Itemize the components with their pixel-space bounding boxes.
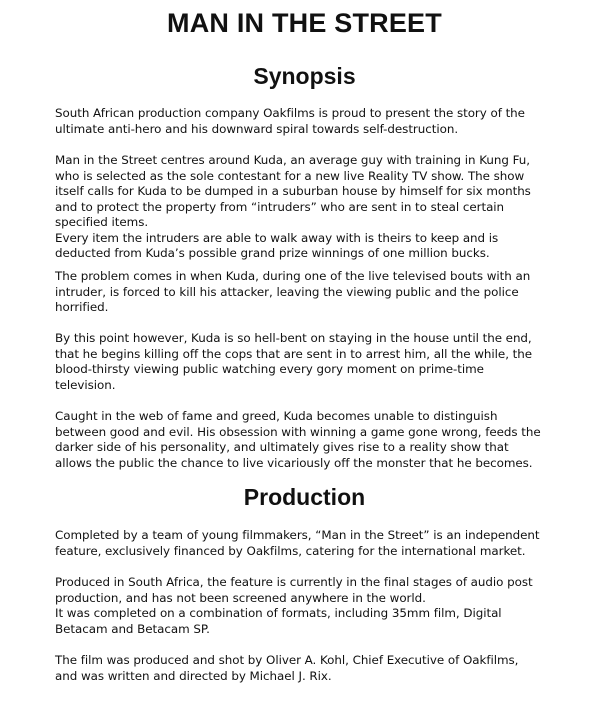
production-paragraph-2: Produced in South Africa, the feature is currently in the final stages of audio post production, and has not been screened anywhere in the world. It was completed on a combination of formats, including 35mm film, Digital Betacam and Betacam SP. xyxy=(55,575,533,636)
synopsis-heading: Synopsis xyxy=(253,63,356,89)
production-paragraph-1: Completed by a team of young filmmakers, “Man in the Street” is an independent feature, exclusively financed by Oakfilms, catering for the international market. xyxy=(55,528,540,558)
synopsis-paragraph-2: Man in the Street centres around Kuda, an average guy with training in Kung Fu, who is selected as the sole contestant for a new live Reality TV show. The show itself calls for Kuda to be dumped in a suburban house by himself for six months and to protect the property from “intruders” who are sent in to steal certain specified items. Every item the intruders are able to walk away with is theirs to keep and is deducted from Kuda’s possible grand prize winnings of one million bucks. xyxy=(55,153,531,260)
synopsis-paragraph-3: The problem comes in when Kuda, during one of the live televised bouts with an intruder, is forced to kill his attacker, leaving the viewing public and the police horrified. xyxy=(55,269,531,314)
document-title: MAN IN THE STREET xyxy=(167,8,442,38)
synopsis-paragraph-5: Caught in the web of fame and greed, Kuda becomes unable to distinguish between good and evil. His obsession with winning a game gone wrong, feeds the darker side of his personality, and ultimately gives rise to a reality show that allows the public the chance to live vicariously off the monster that he becomes. xyxy=(55,409,541,470)
synopsis-paragraph-1: South African production company Oakfilms is proud to present the story of the ultimate anti-hero and his downward spiral towards self-destruction. xyxy=(55,106,525,136)
production-paragraph-3: The film was produced and shot by Oliver A. Kohl, Chief Executive of Oakfilms, and was written and directed by Michael J. Rix. xyxy=(55,653,519,683)
synopsis-paragraph-4: By this point however, Kuda is so hell-bent on staying in the house until the end, that he begins killing off the cops that are sent in to arrest him, all the while, the blood-thirsty viewing public watching every gory moment on prime-time television. xyxy=(55,331,533,392)
production-heading: Production xyxy=(243,484,366,510)
